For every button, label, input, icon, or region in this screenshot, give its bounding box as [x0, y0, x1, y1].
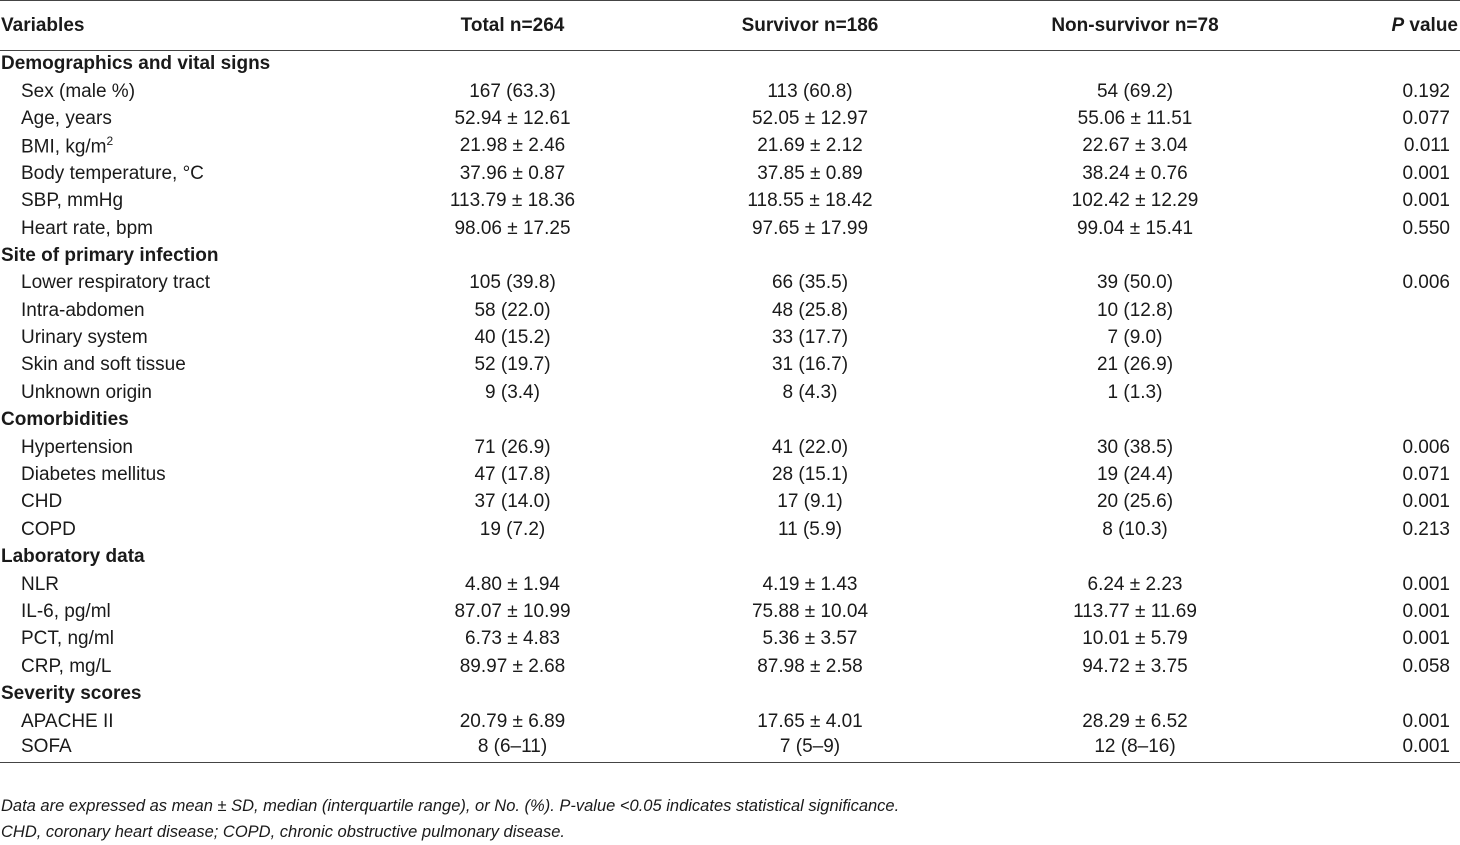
cell-p-value: 0.077: [1402, 107, 1450, 129]
cell-nonsurvivor: 1 (1.3): [1107, 381, 1163, 403]
table-footnotes: [1, 793, 899, 845]
table-row: [0, 133, 1460, 160]
row-label: [0, 708, 380, 735]
cell-p-value: [1295, 379, 1460, 406]
row-label: [0, 489, 380, 516]
cell-p-value: [1295, 297, 1460, 324]
row-label: [0, 187, 380, 214]
cell-survivor: 8 (4.3): [782, 381, 838, 403]
cell-nonsurvivor: 102.42 ± 12.29: [1071, 190, 1199, 212]
header-survivor: Survivor n=186: [645, 1, 975, 51]
cell-nonsurvivor: 19 (24.4): [1096, 464, 1174, 486]
cell-survivor: 28 (15.1): [771, 464, 849, 486]
cell-survivor: 11 (5.9): [777, 518, 843, 540]
table-row: [0, 571, 1460, 598]
cell-total: 20.79 ± 6.89: [459, 710, 566, 732]
row-label-text: Heart rate, bpm: [21, 217, 153, 239]
cell-p-value: 0.213: [1402, 518, 1450, 540]
row-label-text: Skin and soft tissue: [21, 354, 186, 376]
row-label-text: SOFA: [21, 735, 72, 757]
row-label-text: NLR: [21, 573, 60, 595]
cell-survivor: 41 (22.0): [771, 436, 849, 458]
cell-total: 9 (3.4): [485, 381, 540, 403]
table-row: [0, 735, 1460, 762]
row-label: [0, 324, 380, 351]
cell-total: 6.73 ± 4.83: [465, 628, 560, 650]
cell-p-value: 0.071: [1402, 464, 1450, 486]
cell-p-value: 0.001: [1402, 601, 1450, 622]
header-variables: Variables: [0, 1, 380, 51]
cell-survivor: 17 (9.1): [777, 491, 843, 513]
section-title: Site of primary infection: [1, 244, 219, 266]
cell-nonsurvivor: 20 (25.6): [1096, 491, 1174, 513]
cell-total: 52 (19.7): [474, 354, 551, 376]
footnote-2: CHD, coronary heart disease; COPD, chronic obstructive pulmonary disease.: [1, 823, 565, 841]
cell-survivor: 5.36 ± 3.57: [762, 628, 858, 650]
cell-nonsurvivor: 21 (26.9): [1096, 354, 1174, 376]
cell-nonsurvivor: 28.29 ± 6.52: [1082, 710, 1188, 732]
cell-p-value: 0.001: [1295, 735, 1460, 762]
table-row: [0, 489, 1460, 516]
cell-total: 87.07 ± 10.99: [454, 601, 571, 622]
cell-total: 37 (14.0): [474, 491, 551, 513]
row-label: [0, 516, 380, 543]
row-label-text: Unknown origin: [21, 381, 152, 403]
row-label-text: Urinary system: [21, 327, 148, 349]
cell-total: 167 (63.3): [469, 80, 556, 102]
cell-nonsurvivor: 55.06 ± 11.51: [1077, 107, 1193, 129]
row-label-text: BMI, kg/m: [21, 136, 107, 158]
cell-survivor: 52.05 ± 12.97: [751, 107, 869, 129]
section-row: [0, 242, 1460, 269]
row-label: [0, 379, 380, 406]
row-label-text: Hypertension: [21, 436, 133, 458]
cell-nonsurvivor: 7 (9.0): [1107, 327, 1163, 349]
row-label: [0, 133, 380, 160]
cell-survivor: 118.55 ± 18.42: [747, 190, 873, 212]
cell-total: 113.79 ± 18.36: [449, 190, 576, 212]
row-label: [0, 434, 380, 461]
table-row: [0, 215, 1460, 242]
section-row: [0, 544, 1460, 571]
table-row: [0, 160, 1460, 187]
section-title: Comorbidities: [1, 409, 129, 431]
row-label-text: Diabetes mellitus: [21, 464, 166, 486]
row-label-text: Age, years: [21, 107, 112, 129]
cell-total: 4.80 ± 1.94: [465, 573, 560, 595]
row-label-text: COPD: [21, 518, 76, 540]
section-row: [0, 407, 1460, 434]
cell-total: 98.06 ± 17.25: [454, 217, 571, 239]
cell-p-value: [1295, 352, 1460, 379]
cell-survivor: 48 (25.8): [771, 299, 849, 321]
row-label: [0, 105, 380, 132]
cell-survivor: 33 (17.7): [771, 327, 849, 349]
header-p-rest: value: [1404, 14, 1458, 36]
row-label: [0, 352, 380, 379]
cell-nonsurvivor: 99.04 ± 15.41: [1076, 217, 1194, 239]
cell-survivor: 66 (35.5): [771, 272, 849, 294]
footnote-1: Data are expressed as mean ± SD, median (interquartile range), or No. (%). P-value <0.05 indicates statistical significance.: [1, 797, 900, 815]
row-label: [0, 78, 380, 105]
header-p-italic: P: [1391, 14, 1405, 36]
cell-survivor: 75.88 ± 10.04: [751, 601, 869, 622]
row-label: [0, 270, 380, 297]
cell-total: 52.94 ± 12.61: [454, 107, 571, 129]
cell-p-value: 0.006: [1402, 272, 1450, 294]
table-row: [0, 78, 1460, 105]
row-label-text: CRP, mg/L: [21, 655, 112, 677]
cell-survivor: 31 (16.7): [771, 354, 849, 376]
cell-total: 8 (6–11): [380, 735, 645, 762]
row-label-text: Lower respiratory tract: [21, 272, 211, 294]
cell-p-value: 0.058: [1402, 655, 1450, 677]
cell-p-value: 0.006: [1402, 436, 1450, 458]
cell-p-value: 0.001: [1402, 190, 1450, 212]
table-row: [0, 626, 1460, 653]
cell-nonsurvivor: 10 (12.8): [1096, 299, 1174, 321]
cell-survivor: 4.19 ± 1.43: [762, 573, 858, 595]
cell-nonsurvivor: 22.67 ± 3.04: [1082, 135, 1188, 157]
header-total: Total n=264: [380, 1, 645, 51]
row-label: [0, 571, 380, 598]
section-row: [0, 680, 1460, 707]
cell-total: 89.97 ± 2.68: [459, 655, 566, 677]
cell-nonsurvivor: 113.77 ± 11.69: [1073, 601, 1197, 622]
row-label-text: Intra-abdomen: [21, 299, 145, 321]
cell-survivor: 87.98 ± 2.58: [757, 655, 863, 677]
row-label-text: CHD: [21, 491, 63, 513]
cell-p-value: 0.192: [1402, 80, 1450, 102]
table-row: [0, 324, 1460, 351]
header-p-value: [1295, 1, 1460, 51]
cell-survivor: 21.69 ± 2.12: [757, 135, 863, 157]
cell-nonsurvivor: 6.24 ± 2.23: [1087, 573, 1183, 595]
cell-total: 71 (26.9): [474, 436, 551, 458]
table-row: [0, 379, 1460, 406]
cell-total: 105 (39.8): [469, 272, 556, 294]
row-label-text: APACHE II: [21, 710, 114, 732]
cell-nonsurvivor: 12 (8–16): [975, 735, 1295, 762]
row-label-text: SBP, mmHg: [21, 190, 124, 212]
table-row: [0, 352, 1460, 379]
cell-total: 58 (22.0): [474, 299, 551, 321]
cell-survivor: 7 (5–9): [645, 735, 975, 762]
row-label: [0, 735, 380, 762]
cell-total: 47 (17.8): [474, 464, 551, 486]
row-label: [0, 626, 380, 653]
cell-nonsurvivor: 8 (10.3): [1102, 518, 1168, 540]
cell-nonsurvivor: 38.24 ± 0.76: [1082, 162, 1188, 184]
table-row: [0, 270, 1460, 297]
section-title: Laboratory data: [1, 546, 145, 568]
section-row: [0, 51, 1460, 78]
row-label: [0, 598, 380, 625]
cell-nonsurvivor: 10.01 ± 5.79: [1082, 628, 1188, 650]
row-label-superscript: 2: [106, 134, 114, 149]
cell-p-value: 0.001: [1402, 162, 1450, 184]
table-row: [0, 708, 1460, 735]
table-row: [0, 653, 1460, 680]
cell-total: 40 (15.2): [474, 327, 551, 349]
section-title: Severity scores: [1, 683, 142, 705]
row-label: [0, 461, 380, 488]
table-row: [0, 516, 1460, 543]
cell-nonsurvivor: 30 (38.5): [1096, 436, 1174, 458]
row-label: [0, 215, 380, 242]
cell-survivor: 17.65 ± 4.01: [757, 710, 863, 732]
table-body: [0, 51, 1460, 763]
table-row: [0, 461, 1460, 488]
cell-p-value: 0.011: [1403, 135, 1450, 157]
cell-p-value: 0.001: [1402, 628, 1450, 650]
table-row: [0, 187, 1460, 214]
cell-total: 37.96 ± 0.87: [459, 162, 566, 184]
table-row: [0, 105, 1460, 132]
row-label: [0, 297, 380, 324]
cell-p-value: 0.001: [1402, 573, 1450, 595]
cell-nonsurvivor: 54 (69.2): [1096, 80, 1174, 102]
row-label-text: IL-6, pg/ml: [21, 601, 111, 622]
table-header: [0, 1, 1460, 51]
header-nonsurvivor: Non-survivor n=78: [975, 1, 1295, 51]
cell-nonsurvivor: 39 (50.0): [1096, 272, 1174, 294]
cell-p-value: [1295, 324, 1460, 351]
table-row: [0, 297, 1460, 324]
row-label-text: Body temperature, °C: [21, 162, 204, 184]
table-row: [0, 598, 1460, 625]
section-title: Demographics and vital signs: [1, 53, 271, 75]
cell-p-value: 0.001: [1402, 710, 1450, 732]
cell-survivor: 37.85 ± 0.89: [757, 162, 863, 184]
header-row: [0, 1, 1460, 51]
row-label: [0, 160, 380, 187]
cell-total: 21.98 ± 2.46: [459, 135, 566, 157]
cell-p-value: 0.001: [1402, 491, 1450, 513]
table-row: [0, 434, 1460, 461]
row-label-text: Sex (male %): [21, 80, 136, 102]
cell-survivor: 113 (60.8): [767, 80, 853, 102]
row-label: [0, 653, 380, 680]
cell-survivor: 97.65 ± 17.99: [751, 217, 869, 239]
cell-total: 19 (7.2): [479, 518, 546, 540]
row-label-text: PCT, ng/ml: [21, 628, 114, 650]
cell-p-value: 0.550: [1402, 217, 1450, 239]
cell-nonsurvivor: 94.72 ± 3.75: [1082, 655, 1188, 677]
